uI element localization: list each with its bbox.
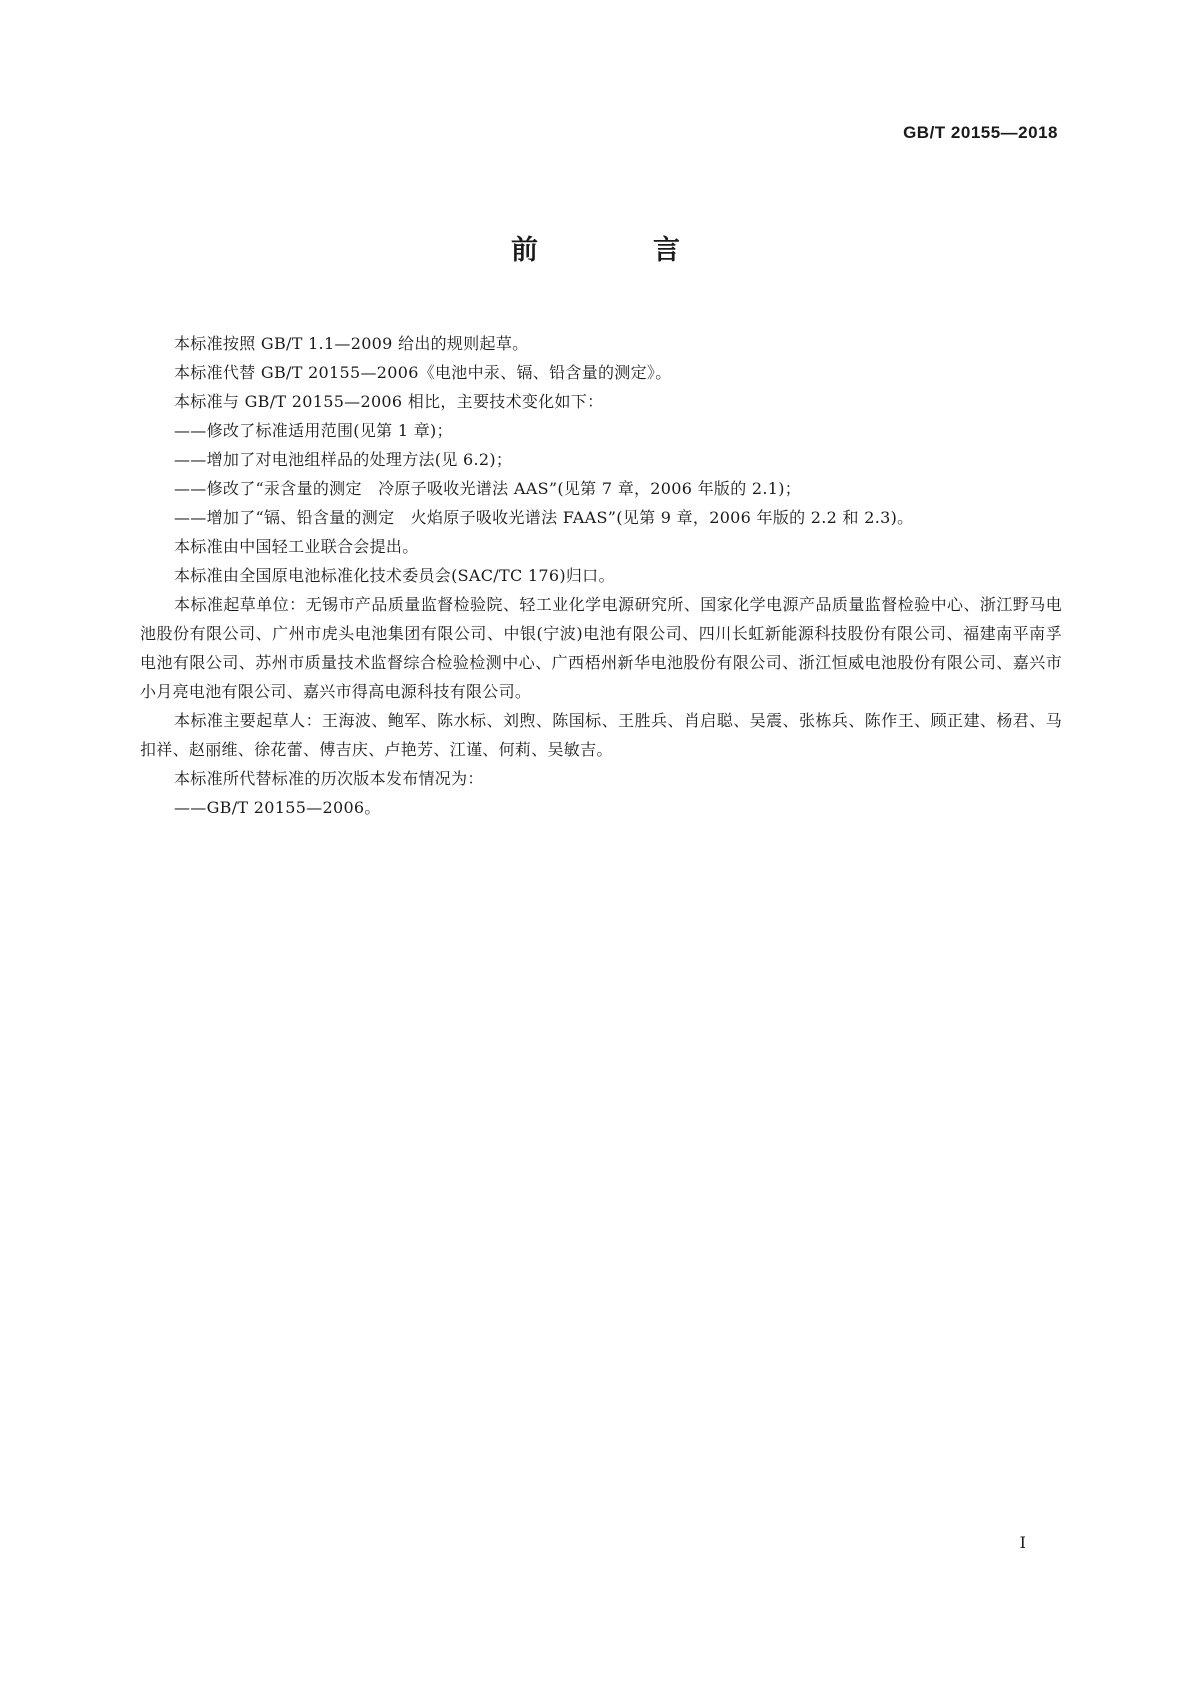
page-number: I (1019, 1533, 1026, 1552)
paragraph-managed-by: 本标准由全国原电池标准化技术委员会(SAC/TC 176)归口。 (174, 566, 615, 585)
page-title: 前 言 (511, 235, 724, 266)
list-item-change-mercury: ——修改了“汞含量的测定 冷原子吸收光谱法 AAS”(见第 7 章，2006 年版的 2.1)； (174, 479, 802, 498)
paragraph-proposed-by: 本标准由中国轻工业联合会提出。 (174, 537, 419, 556)
paragraph-replaces: 本标准代替 GB/T 20155—2006《电池中汞、镉、铅含量的测定》。 (174, 363, 672, 382)
paragraph-drafting-rules: 本标准按照 GB/T 1.1—2009 给出的规则起草。 (174, 334, 529, 353)
paragraph-changes-intro: 本标准与 GB/T 20155—2006 相比，主要技术变化如下： (174, 392, 604, 411)
paragraph-history-intro: 本标准所代替标准的历次版本发布情况为： (174, 769, 484, 788)
list-item-change-cadmium-lead: ——增加了“镉、铅含量的测定 火焰原子吸收光谱法 FAAS”(见第 9 章，2006 年版的 2.2 和 2.3)。 (174, 508, 914, 527)
standard-code-header: GB/T 20155—2018 (903, 123, 1058, 142)
list-item-change-scope: ——修改了标准适用范围(见第 1 章)； (174, 421, 453, 440)
paragraph-drafters: 本标准主要起草人：王海波、鲍军、陈水标、刘煦、陈国标、王胜兵、肖启聪、吴震、张栋兵、陈作王、顾正建、杨君、马扣祥、赵丽维、徐花蕾、傅吉庆、卢艳芳、江谨、何莉、吴敏吉。 (140, 711, 1062, 759)
preface-body (140, 329, 1062, 822)
list-item-history-version: ——GB/T 20155—2006。 (174, 798, 381, 817)
list-item-change-battery-pack: ——增加了对电池组样品的处理方法(见 6.2)； (174, 450, 513, 469)
paragraph-drafting-units: 本标准起草单位：无锡市产品质量监督检验院、轻工业化学电源研究所、国家化学电源产品质量监督检验中心、浙江野马电池股份有限公司、广州市虎头电池集团有限公司、中银(宁波)电池有限公司、四川长虹新能源科技股份有限公司、福建南平南孚电池有限公司、苏州市质量技术监督综合检验检测中心、广西梧州新华电池股份有限公司、浙江恒威电池股份有限公司、嘉兴市小月亮电池有限公司、嘉兴市得高电源科技有限公司。 (140, 595, 1062, 701)
